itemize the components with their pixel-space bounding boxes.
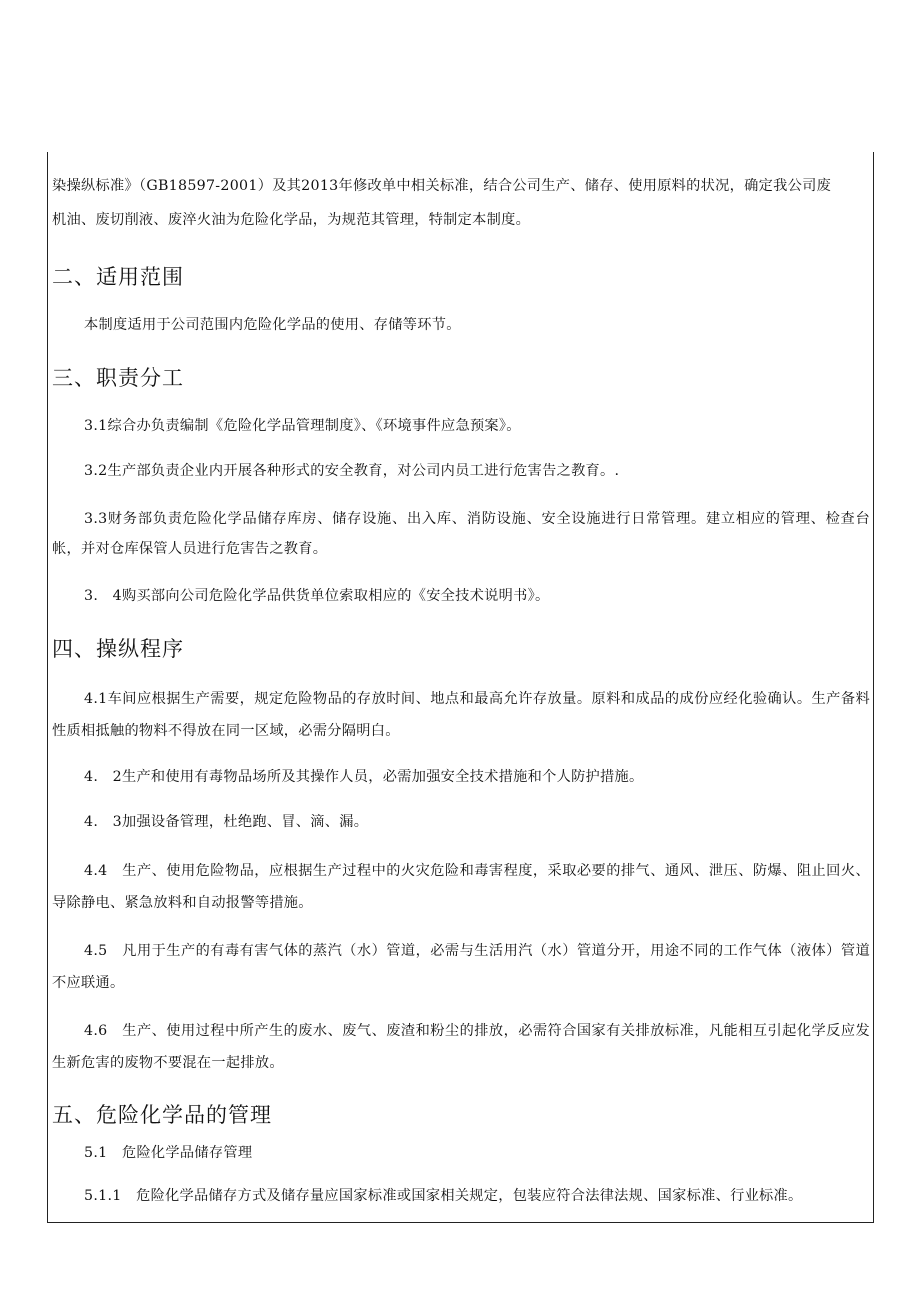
paragraph: 4.4 生产、使用危险物品，应根据生产过程中的火灾危险和毒害程度，采取必要的排气、通风、泄压、防爆、阻止回火、导除静电、紧急放料和自动报警等措施。: [52, 863, 870, 911]
document-body: [52, 174, 870, 1209]
section-heading-chemical-management: 五、危险化学品的管理: [52, 1103, 272, 1127]
section-heading-procedures: 四、操纵程序: [52, 637, 184, 661]
paragraph: 4.5 凡用于生产的有毒有害气体的蒸汽（水）管道，必需与生活用汽（水）管道分开，用途不同的工作气体（液体）管道不应联通。: [52, 943, 870, 991]
paragraph: 4. 2生产和使用有毒物品场所及其操作人员，必需加强安全技术措施和个人防护措施。: [84, 769, 644, 785]
paragraph: 5.1.1 危险化学品储存方式及储存量应国家标准或国家相关规定，包装应符合法律法规、国家标准、行业标准。: [84, 1188, 803, 1204]
paragraph: 3. 4购买部向公司危险化学品供货单位索取相应的《安全技术说明书》。: [84, 588, 550, 604]
intro-line-2: 机油、废切削液、废淬火油为危险化学品，为规范其管理，特制定本制度。: [52, 212, 531, 228]
paragraph: 3.2生产部负责企业内开展各种形式的安全教育，对公司内员工进行危害告之教育。.: [84, 463, 620, 479]
section-heading-scope: 二、适用范围: [52, 265, 184, 289]
paragraph: 4. 3加强设备管理，杜绝跑、冒、滴、漏。: [84, 814, 369, 830]
paragraph: 4.6 生产、使用过程中所产生的废水、废气、废渣和粉尘的排放，必需符合国家有关排放标准，凡能相互引起化学反应发生新危害的废物不要混在一起排放。: [52, 1023, 870, 1071]
intro-line-1: 染操纵标准》（GB18597-2001）及其2013年修改单中相关标准，结合公司生产、储存、使用原料的状况，确定我公司废: [52, 178, 832, 194]
paragraph: 本制度适用于公司范围内危险化学品的使用、存储等环节。: [84, 317, 461, 333]
paragraph: 3.3财务部负责危险化学品储存库房、储存设施、出入库、消防设施、安全设施进行日常管理。建立相应的管理、检查台帐，并对仓库保管人员进行危害告之教育。: [52, 511, 870, 557]
subsection-heading: 5.1 危险化学品储存管理: [84, 1145, 253, 1161]
paragraph: 4.1车间应根据生产需要，规定危险物品的存放时间、地点和最高允许存放量。原料和成品的成份应经化验确认。生产备料性质相抵触的物料不得放在同一区域，必需分隔明白。: [52, 691, 870, 739]
paragraph: 3.1综合办负责编制《危险化学品管理制度》、《环境事件应急预案》。: [84, 418, 521, 434]
section-heading-responsibilities: 三、职责分工: [52, 366, 184, 390]
